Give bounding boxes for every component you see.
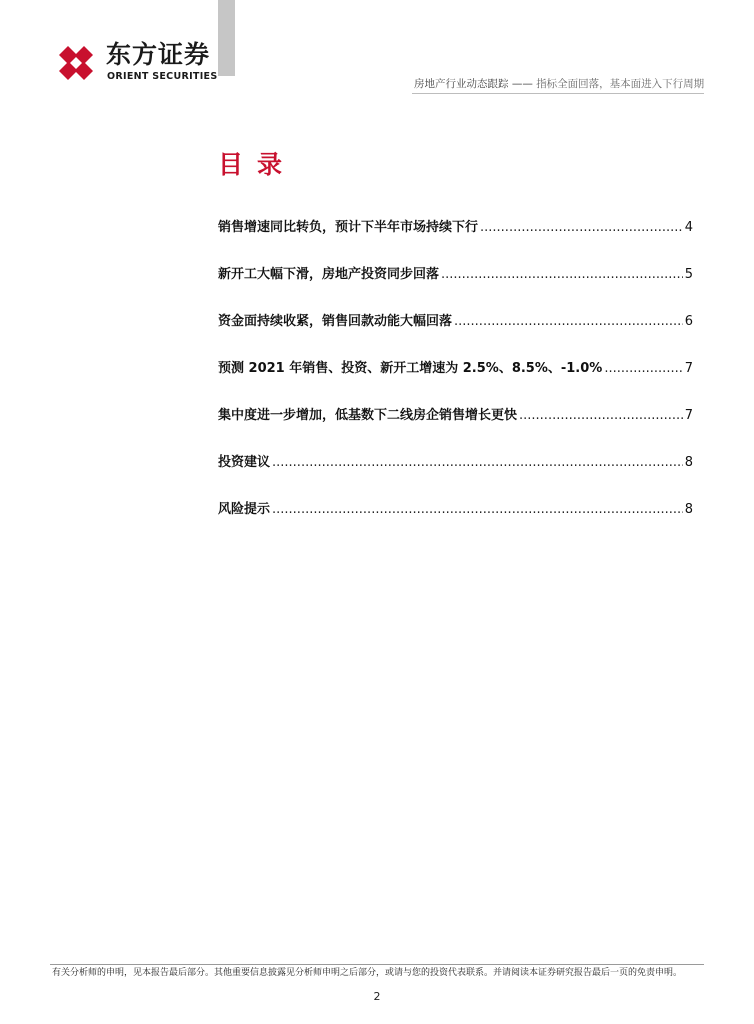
toc-entry-label: 销售增速同比转负，预计下半年市场持续下行	[218, 220, 479, 235]
header-separator: ——	[511, 78, 533, 90]
toc-entry-page: 7	[684, 408, 693, 423]
toc-entry[interactable]	[218, 263, 693, 310]
report-title: 指标全面回落，基本面进入下行周期	[536, 78, 705, 90]
toc-dot-leader	[454, 314, 683, 329]
toc-entry[interactable]	[218, 357, 693, 404]
toc-entry[interactable]	[218, 216, 693, 263]
doc-type-label: 房地产行业动态跟踪	[414, 78, 509, 90]
page-number: 2	[373, 990, 381, 1003]
running-header	[414, 77, 704, 91]
toc-dot-leader	[519, 408, 683, 423]
toc-entry-label: 预测 2021 年销售、投资、新开工增速为 2.5%、8.5%、-1.0%	[218, 361, 603, 376]
toc-title: 目录	[218, 150, 297, 179]
toc-entry-label: 投资建议	[218, 455, 271, 470]
toc-entry-page: 7	[684, 361, 693, 376]
toc-entry-page: 5	[684, 267, 693, 282]
brand-name-cn: 东方证券	[106, 40, 211, 69]
header-rule	[412, 93, 704, 94]
toc-entry[interactable]	[218, 451, 693, 498]
footer-rule	[50, 964, 704, 965]
table-of-contents	[218, 216, 693, 545]
footer-disclaimer: 有关分析师的申明，见本报告最后部分。其他重要信息披露见分析师申明之后部分，或请与您的投资代表联系。并请阅读本证券研究报告最后一页的免责申明。	[52, 968, 683, 978]
brand-name-en: ORIENT SECURITIES	[107, 71, 218, 82]
toc-entry-page: 6	[684, 314, 693, 329]
toc-dot-leader	[480, 220, 683, 235]
toc-entry[interactable]	[218, 404, 693, 451]
toc-dot-leader	[604, 361, 682, 376]
toc-dot-leader	[441, 267, 683, 282]
toc-entry-page: 8	[684, 502, 693, 517]
header-gray-tab	[218, 0, 235, 76]
toc-dot-leader	[272, 455, 683, 470]
toc-entry-label: 集中度进一步增加，低基数下二线房企销售增长更快	[218, 408, 518, 423]
toc-entry-label: 风险提示	[218, 502, 271, 517]
toc-entry[interactable]	[218, 498, 693, 545]
toc-entry-page: 4	[684, 220, 693, 235]
toc-dot-leader	[272, 502, 683, 517]
toc-entry-label: 资金面持续收紧，销售回款动能大幅回落	[218, 314, 453, 329]
toc-entry[interactable]	[218, 310, 693, 357]
toc-entry-label: 新开工大幅下滑，房地产投资同步回落	[218, 267, 440, 282]
orient-securities-logo-icon	[55, 42, 97, 84]
toc-entry-page: 8	[684, 455, 693, 470]
